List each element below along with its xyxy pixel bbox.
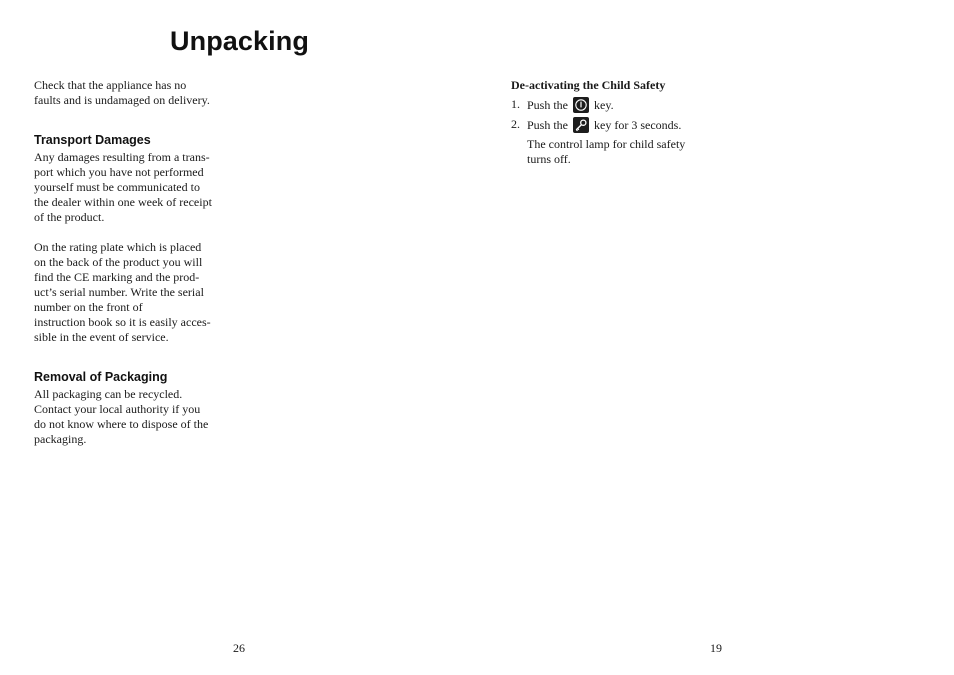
right-column — [511, 78, 731, 167]
power-key-icon — [573, 97, 589, 113]
step-2: 2. Push the key for 3 seconds. — [511, 117, 682, 132]
transport-damages-heading: Transport Damages — [34, 133, 151, 147]
step-1: 1. Push the key. — [511, 97, 614, 112]
page-title: Unpacking — [170, 26, 309, 56]
intro-paragraph: Check that the appliance has no faults and is undamaged on delivery. — [34, 78, 210, 107]
transport-damages-paragraph: Any damages resulting from a trans- port which you have not performed yourself must be communicated to the dealer within one week of receipt of the product. — [34, 150, 212, 224]
page-number-left: 26 — [233, 641, 245, 655]
removal-of-packaging-heading: Removal of Packaging — [34, 370, 168, 384]
page-number-right: 19 — [710, 641, 722, 655]
packaging-paragraph: All packaging can be recycled. Contact your local authority if you do not know where to dispose of the packaging. — [34, 387, 209, 446]
rating-plate-paragraph: On the rating plate which is placed on the back of the product you will find the CE marking and the prod- uct’s serial number. Write the serial number on the front of instruction book so it is easily acces- sible in the event of service. — [34, 240, 211, 344]
child-safety-heading: De-activating the Child Safety — [511, 78, 666, 92]
child-lock-key-icon — [573, 117, 589, 133]
control-lamp-note: The control lamp for child safety turns off. — [527, 137, 686, 166]
left-column — [34, 78, 226, 447]
